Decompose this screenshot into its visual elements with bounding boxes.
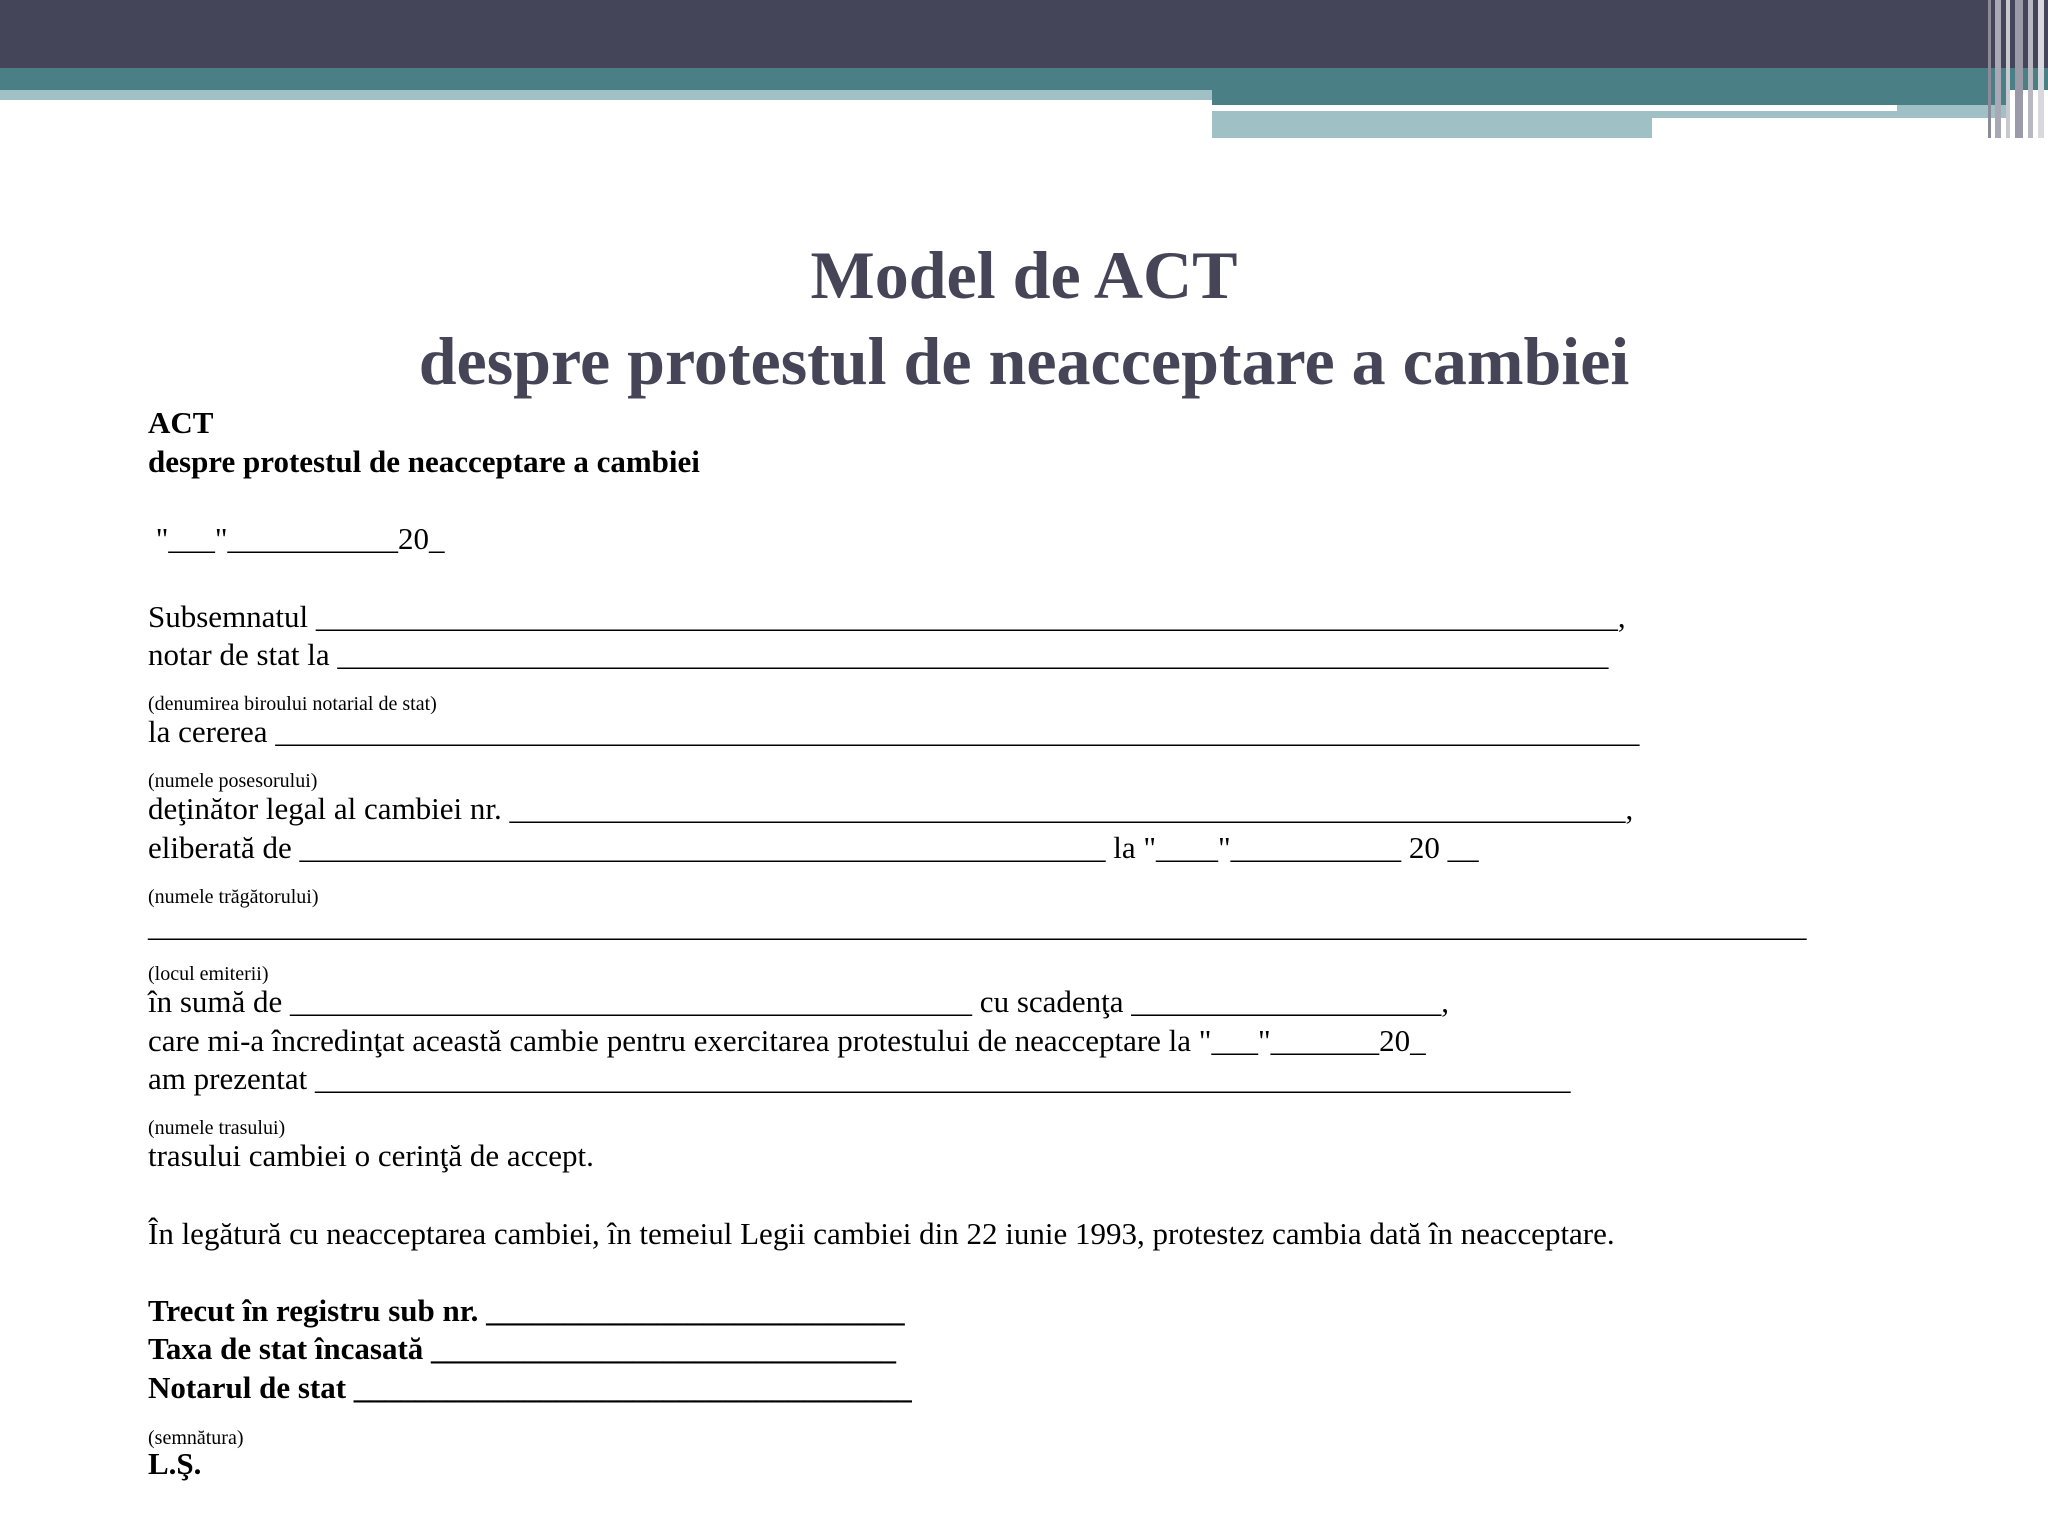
care-line: care mi-a încredinţat această cambie pentru exercitarea protestului de neacceptare la "___"_______20_ bbox=[148, 1023, 1426, 1058]
header-stripe bbox=[1995, 0, 2001, 138]
header-band-dark bbox=[0, 0, 2048, 68]
trasului-line: trasului cambiei o cerinţă de accept. bbox=[148, 1138, 594, 1173]
note-posesor: (numele posesorului) bbox=[148, 770, 318, 792]
note-birou-notarial: (denumirea biroului notarial de stat) bbox=[148, 693, 437, 715]
header-band-teal-right bbox=[1212, 90, 2008, 105]
header-stripe bbox=[2006, 0, 2010, 138]
header-stripe bbox=[2038, 0, 2044, 138]
header-stripe bbox=[2015, 0, 2023, 138]
suma-line: în sumă de ____________________________________________ cu scadenţa ____________________, bbox=[148, 984, 1450, 1019]
taxa-line: Taxa de stat încasată ______________________________ bbox=[148, 1331, 897, 1366]
title-line-1: Model de ACT bbox=[810, 237, 1238, 313]
detinator-line: deţinător legal al cambiei nr. ________________________________________________________________________, bbox=[148, 791, 1634, 826]
note-tragator: (numele trăgătorului) bbox=[148, 886, 319, 908]
slide-title bbox=[0, 232, 2048, 404]
blank-line: ___________________________________________________________________________________________________________ bbox=[148, 908, 1807, 943]
header-band-light-tab bbox=[1212, 118, 1652, 138]
note-tras: (numele trasului) bbox=[148, 1117, 286, 1139]
note-loc-emiterii: (locul emiterii) bbox=[148, 963, 269, 985]
prezentat-line: am prezentat _________________________________________________________________________________ bbox=[148, 1061, 1571, 1096]
cererea-line: la cererea ________________________________________________________________________________________ bbox=[148, 714, 1640, 749]
header-band-light-lower bbox=[1212, 111, 2008, 118]
header-band-light bbox=[0, 90, 1212, 100]
form-heading-act: ACT bbox=[148, 405, 214, 440]
form-heading-subtitle: despre protestul de neacceptare a cambiei bbox=[148, 444, 700, 479]
title-line-2: despre protestul de neacceptare a cambiei bbox=[418, 323, 1630, 399]
note-semnatura: (semnătura) bbox=[148, 1427, 244, 1449]
eliberata-line: eliberată de ____________________________________________________ la "____"___________ 20 __ bbox=[148, 830, 1479, 865]
date-line: "___"___________20_ bbox=[148, 521, 445, 556]
notarul-line: Notarul de stat ____________________________________ bbox=[148, 1370, 912, 1405]
registru-line: Trecut în registru sub nr. ___________________________ bbox=[148, 1293, 905, 1328]
locul-stampilei: L.Ş. bbox=[148, 1446, 202, 1481]
subsemnatul-line: Subsemnatul ____________________________________________________________________________________, bbox=[148, 599, 1626, 634]
header-stripe bbox=[1988, 0, 1991, 138]
notar-line: notar de stat la __________________________________________________________________________________ bbox=[148, 637, 1609, 672]
legatura-paragraph: În legătură cu neacceptarea cambiei, în temeiul Legii cambiei din 22 iunie 1993, protestez cambia dată în neacceptare. bbox=[148, 1216, 1615, 1251]
header-band-teal bbox=[0, 68, 2048, 90]
header-stripe bbox=[2028, 0, 2033, 138]
